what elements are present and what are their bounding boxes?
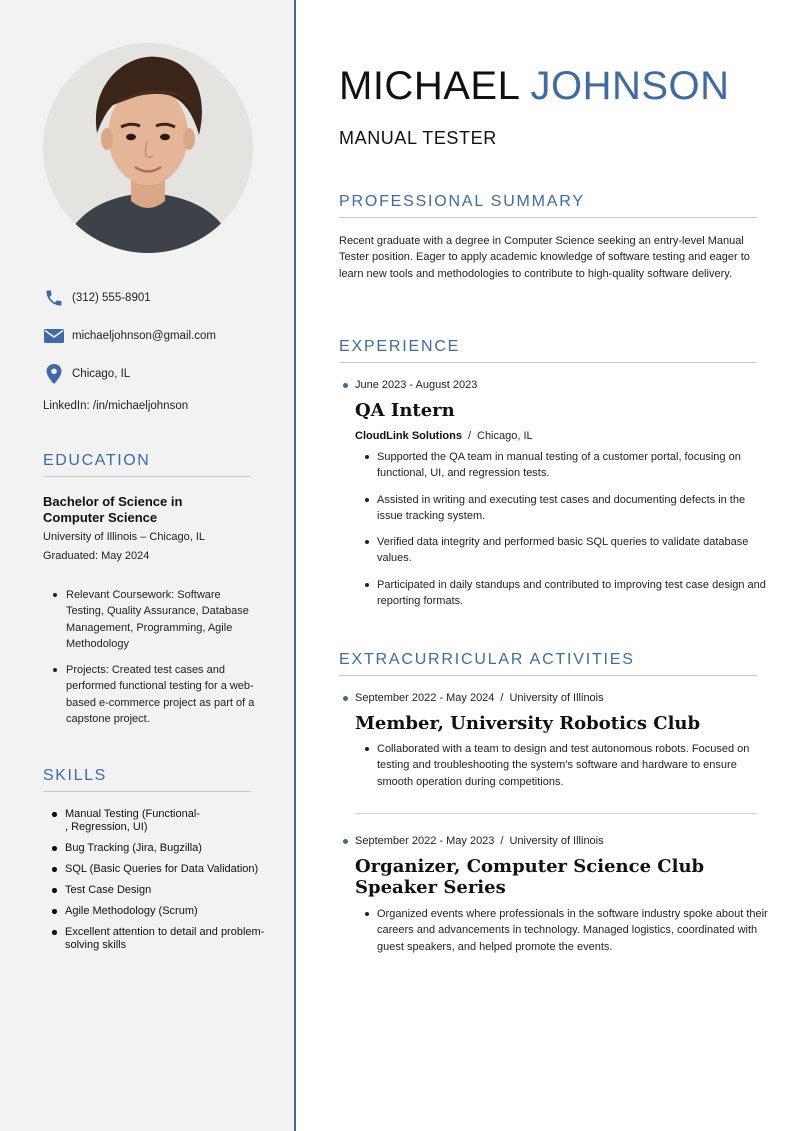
summary-text: Recent graduate with a degree in Computer Science seeking an entry-level Manual Tester position. Eager to apply academic knowledge of software testing and eager to learn new tools and methodologies to contribute to high-quality software delivery. xyxy=(339,235,750,280)
summary-heading: PROFESSIONAL SUMMARY xyxy=(339,193,757,218)
activity-dates xyxy=(343,692,604,704)
full-name xyxy=(339,64,730,109)
job-role: QA Intern xyxy=(355,400,455,421)
mail-icon xyxy=(43,325,65,347)
activity-bullets xyxy=(362,906,770,955)
skill-item: Excellent attention to detail and problem-solving skills xyxy=(50,926,280,952)
first-name: MICHAEL xyxy=(339,64,519,108)
activities-heading: EXTRACURRICULAR ACTIVITIES xyxy=(339,651,757,676)
skills-list xyxy=(50,808,280,960)
date-range: June 2023 - August 2023 xyxy=(355,379,478,391)
skill-item: Test Case Design xyxy=(50,884,280,897)
activity-bullets xyxy=(362,741,770,790)
skill-item: Agile Methodology (Scrum) xyxy=(50,905,280,918)
activity-org: University of Illinois xyxy=(509,835,604,847)
linkedin: LinkedIn: /in/michaeljohnson xyxy=(43,400,189,412)
avatar xyxy=(43,43,253,253)
vertical-divider xyxy=(294,0,296,1131)
list-item: Collaborated with a team to design and test autonomous robots. Focused on testing and troubleshooting the system's software and hardware to ensure smooth operation during competitions. xyxy=(362,741,770,790)
contact-phone xyxy=(43,287,151,309)
list-item: Projects: Created test cases and performed functional testing for a web-based e-commerce project as part of a capstone project. xyxy=(50,662,260,727)
phone-number: (312) 555-8901 xyxy=(72,292,151,304)
list-item: Supported the QA team in manual testing of a customer portal, focusing on functional, UI, and regression tests. xyxy=(362,449,770,482)
job-dates xyxy=(343,379,477,391)
school: University of Illinois – Chicago, IL xyxy=(43,531,206,543)
education-list xyxy=(50,587,260,727)
company-line xyxy=(355,430,533,442)
contact-location xyxy=(43,363,130,385)
list-item: Organized events where professionals in the software industry spoke about their careers and advancements in technology. Managed logistics, coordinated with guest speakers, and helped promote the events. xyxy=(362,906,770,955)
experience-bullets xyxy=(362,449,770,609)
separator: / xyxy=(467,430,471,442)
list-item: Participated in daily standups and contributed to improving test case design and reporting formats. xyxy=(362,577,770,610)
experience-heading: EXPERIENCE xyxy=(339,338,757,363)
list-item: Relevant Coursework: Software Testing, Quality Assurance, Database Management, Programming, Agile Methodology xyxy=(50,587,260,652)
company-name: CloudLink Solutions xyxy=(355,430,462,442)
location-pin-icon xyxy=(43,363,65,385)
activity-role: Member, University Robotics Club xyxy=(355,713,701,734)
location: Chicago, IL xyxy=(72,368,131,380)
phone-icon xyxy=(43,287,65,309)
skill-item: Manual Testing (Functional- , Regression, UI) xyxy=(50,808,280,834)
company-location: Chicago, IL xyxy=(477,430,533,442)
education-heading: EDUCATION xyxy=(43,452,251,477)
skill-item: SQL (Basic Queries for Data Validation) xyxy=(50,863,280,876)
job-title: MANUAL TESTER xyxy=(339,128,497,148)
date-range: September 2022 - May 2023 xyxy=(355,835,495,847)
separator: / xyxy=(500,692,504,704)
email-address: michaeljohnson@gmail.com xyxy=(72,330,216,342)
bullet-dot xyxy=(343,696,348,701)
degree: Bachelor of Science in Computer Science xyxy=(43,494,183,525)
activity-role: Organizer, Computer Science Club Speaker Series xyxy=(355,856,705,898)
graduation-date: Graduated: May 2024 xyxy=(43,550,150,562)
skill-item: Bug Tracking (Jira, Bugzilla) xyxy=(50,842,280,855)
contact-email xyxy=(43,325,216,347)
list-item: Assisted in writing and executing test cases and documenting defects in the issue tracking system. xyxy=(362,492,770,525)
skills-heading: SKILLS xyxy=(43,767,251,792)
bullet-dot xyxy=(343,383,348,388)
last-name: JOHNSON xyxy=(530,64,730,108)
date-range: September 2022 - May 2024 xyxy=(355,692,495,704)
list-item: Verified data integrity and performed basic SQL queries to validate database values. xyxy=(362,534,770,567)
bullet-dot xyxy=(343,839,348,844)
separator: / xyxy=(500,835,504,847)
activity-org: University of Illinois xyxy=(509,692,604,704)
activity-dates xyxy=(343,835,604,847)
section-divider xyxy=(355,813,757,814)
